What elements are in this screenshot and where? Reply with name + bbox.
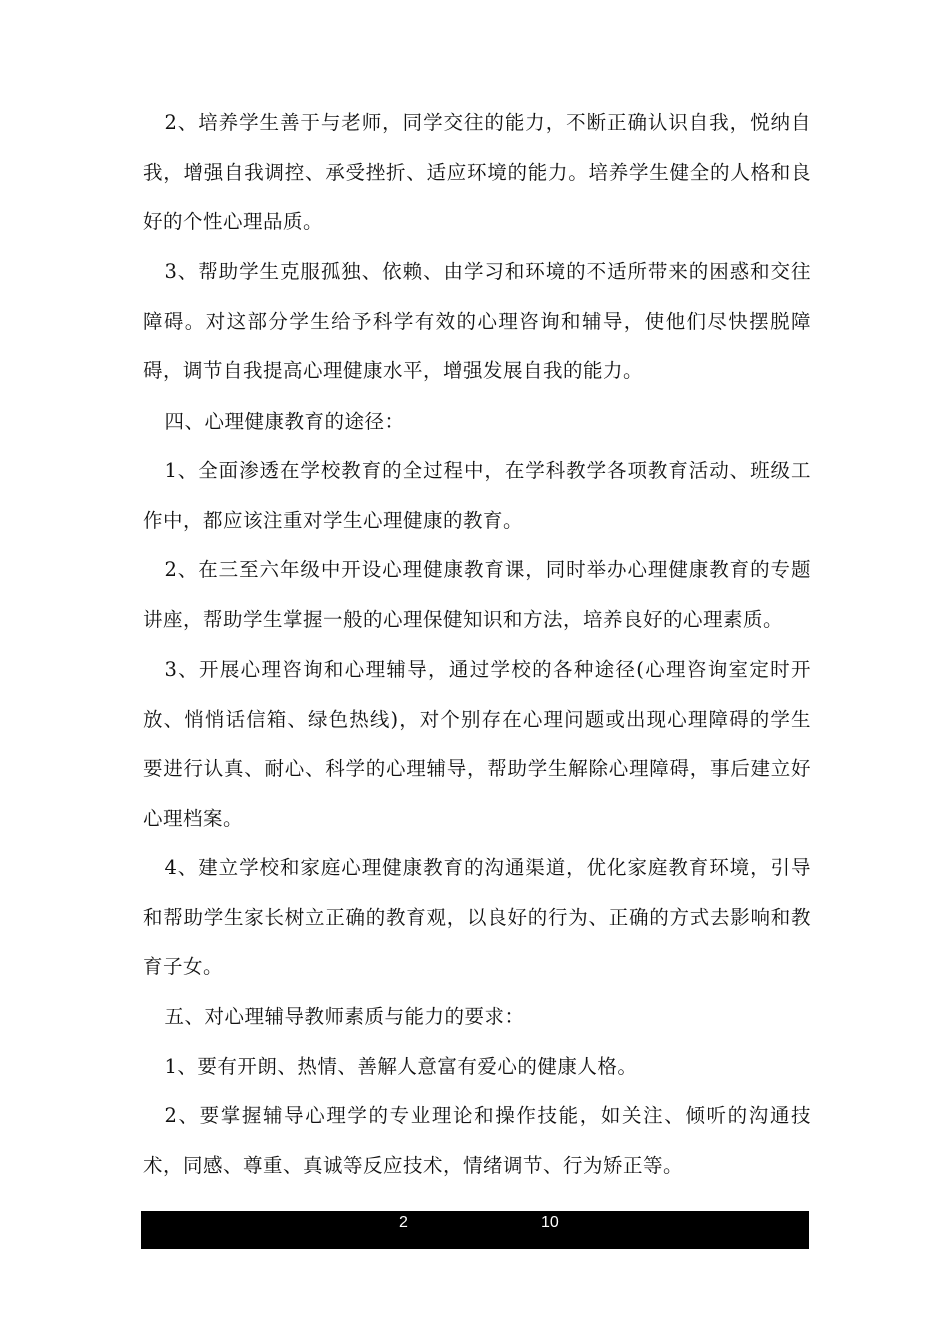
paragraph-goal-2: 2、培养学生善于与老师，同学交往的能力，不断正确认识自我，悦纳自我，增强自我调控、承受挫折、适应环境的能力。培养学生健全的人格和良好的个性心理品质。 <box>143 111 811 233</box>
section-heading-approaches: 四、心理健康教育的途径： <box>164 410 405 433</box>
page-number-total: 10 <box>541 1214 559 1231</box>
paragraph-approach-4: 4、建立学校和家庭心理健康教育的沟通渠道，优化家庭教育环境，引导和帮助学生家长树立正确的教育观，以良好的行为、正确的方式去影响和教育子女。 <box>143 856 811 978</box>
paragraph-approach-1: 1、全面渗透在学校教育的全过程中，在学科教学各项教育活动、班级工作中，都应该注重对学生心理健康的教育。 <box>143 459 811 532</box>
page-footer-bar <box>141 1211 809 1249</box>
paragraph-requirement-1: 1、要有开朗、热情、善解人意富有爱心的健康人格。 <box>164 1055 638 1078</box>
paragraph-approach-2: 2、在三至六年级中开设心理健康教育课，同时举办心理健康教育的专题讲座，帮助学生掌握一般的心理保健知识和方法，培养良好的心理素质。 <box>143 558 811 631</box>
section-heading-teacher-requirements: 五、对心理辅导教师素质与能力的要求： <box>164 1005 525 1028</box>
paragraph-requirement-2: 2、要掌握辅导心理学的专业理论和操作技能，如关注、倾听的沟通技术，同感、尊重、真诚等反应技术，情绪调节、行为矫正等。 <box>143 1104 811 1177</box>
paragraph-approach-3: 3、开展心理咨询和心理辅导，通过学校的各种途径(心理咨询室定时开放、悄悄话信箱、绿色热线)，对个别存在心理问题或出现心理障碍的学生要进行认真、耐心、科学的心理辅导，帮助学生解除心理障碍，事后建立好心理档案。 <box>143 658 811 830</box>
page-number-current: 2 <box>399 1214 408 1231</box>
paragraph-goal-3: 3、帮助学生克服孤独、依赖、由学习和环境的不适所带来的困惑和交往障碍。对这部分学生给予科学有效的心理咨询和辅导，使他们尽快摆脱障碍，调节自我提高心理健康水平，增强发展自我的能力。 <box>143 260 811 382</box>
